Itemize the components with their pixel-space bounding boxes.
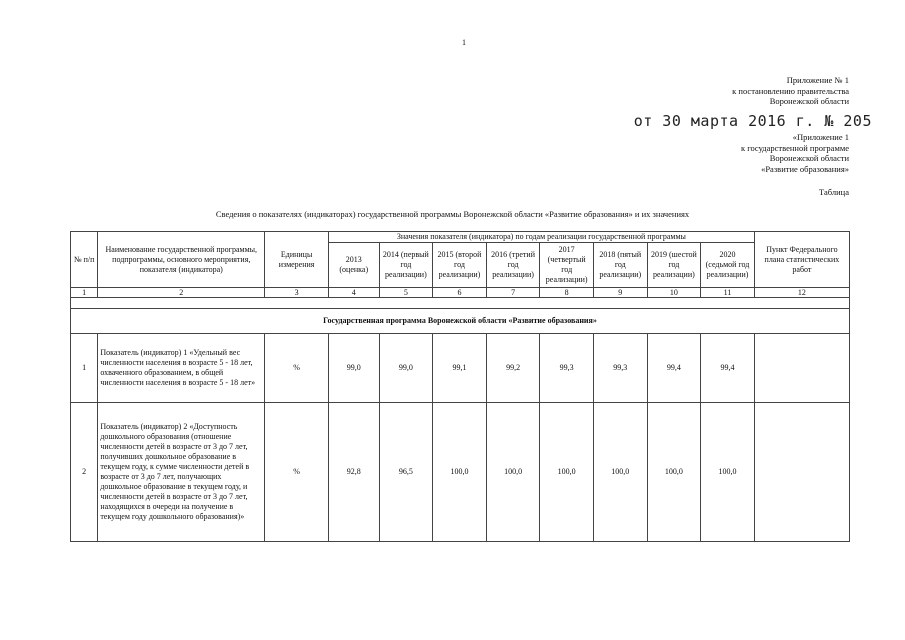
row-value: 99,3 [593, 334, 647, 403]
column-number: 11 [701, 288, 755, 298]
table-label: Таблица [819, 187, 849, 197]
decree-stamp: от 30 марта 2016 г. № 205 [633, 112, 872, 130]
row-value: 99,4 [701, 334, 755, 403]
row-value: 99,0 [328, 334, 379, 403]
row-value: 100,0 [647, 403, 701, 542]
column-number: 4 [328, 288, 379, 298]
row-value: 99,4 [647, 334, 701, 403]
program-header-line: «Приложение 1 [792, 132, 849, 142]
header-year: 2015 (второй год реализации) [433, 243, 487, 288]
column-number: 12 [754, 288, 849, 298]
column-number: 8 [540, 288, 594, 298]
spacer [71, 298, 850, 309]
row-unit: % [265, 334, 329, 403]
row-value: 92,8 [328, 403, 379, 542]
row-value: 100,0 [433, 403, 487, 542]
row-num: 2 [71, 403, 98, 542]
document-title: Сведения о показателях (индикаторах) государственной программы Воронежской области «Развитие образования» и их значениях [215, 209, 690, 219]
column-number: 2 [98, 288, 265, 298]
column-numbers-row [71, 288, 850, 298]
header-name: Наименование государственной программы, подпрограммы, основного мероприятия, показателя (индикатора) [98, 232, 265, 288]
row-value: 99,2 [486, 334, 540, 403]
indicators-table [70, 231, 850, 542]
column-number: 5 [379, 288, 433, 298]
header-year: 2019 (шестой год реализации) [647, 243, 701, 288]
column-number: 1 [71, 288, 98, 298]
column-number: 7 [486, 288, 540, 298]
row-value: 99,1 [433, 334, 487, 403]
row-value: 100,0 [701, 403, 755, 542]
program-header-line: Воронежской области [769, 153, 849, 163]
program-row [71, 309, 850, 334]
appendix-header-line: Приложение № 1 [786, 75, 849, 85]
appendix-header-line: к постановлению правительства [732, 85, 849, 96]
row-name: Показатель (индикатор) 1 «Удельный вес численности населения в возрасте 5 - 18 лет, охваченного образованием, в общей численности населения в возрасте 5 - 18 лет» [98, 334, 265, 403]
appendix-header-line: Воронежской области [769, 96, 849, 106]
program-header [741, 132, 849, 174]
page-number: 1 [462, 38, 466, 47]
appendix-header [732, 75, 849, 107]
row-value: 99,3 [540, 334, 594, 403]
row-unit: % [265, 403, 329, 542]
row-plan [754, 334, 849, 403]
row-value: 100,0 [540, 403, 594, 542]
row-plan [754, 403, 849, 542]
header-year: 2013 (оценка) [328, 243, 379, 288]
header-year: 2018 (пятый год реализации) [593, 243, 647, 288]
header-plan: Пункт Федерального плана статистических работ [754, 232, 849, 288]
column-number: 6 [433, 288, 487, 298]
table-row [71, 334, 850, 403]
header-year: 2014 (первый год реализации) [379, 243, 433, 288]
row-name: Показатель (индикатор) 2 «Доступность дошкольного образования (отношение численности детей в возрасте от 3 до 7 лет, получивших дошкольное образование в текущем году, к сумме численности детей в возрасте от 3 до 7 лет, получающих дошкольное образование в текущем году, и численности детей в возрасте от 3 до 7 лет, находящихся в очереди на получение в текущем году дошкольного образования)» [98, 403, 265, 542]
row-value: 96,5 [379, 403, 433, 542]
column-number: 10 [647, 288, 701, 298]
header-year: 2017 (четвертый год реализации) [540, 243, 594, 288]
row-value: 99,0 [379, 334, 433, 403]
row-value: 100,0 [593, 403, 647, 542]
header-years-group: Значения показателя (индикатора) по годам реализации государственной программы [328, 232, 754, 243]
program-row-title: Государственная программа Воронежской области «Развитие образования» [71, 309, 850, 334]
table-row [71, 403, 850, 542]
row-num: 1 [71, 334, 98, 403]
header-year: 2020 (седьмой год реализации) [701, 243, 755, 288]
program-header-line: «Развитие образования» [761, 163, 849, 174]
column-number: 9 [593, 288, 647, 298]
row-value: 100,0 [486, 403, 540, 542]
program-header-line: к государственной программе [740, 142, 849, 153]
column-number: 3 [265, 288, 329, 298]
header-year: 2016 (третий год реализации) [486, 243, 540, 288]
header-num: № п/п [71, 232, 98, 288]
header-unit: Единицы измерения [265, 232, 329, 288]
